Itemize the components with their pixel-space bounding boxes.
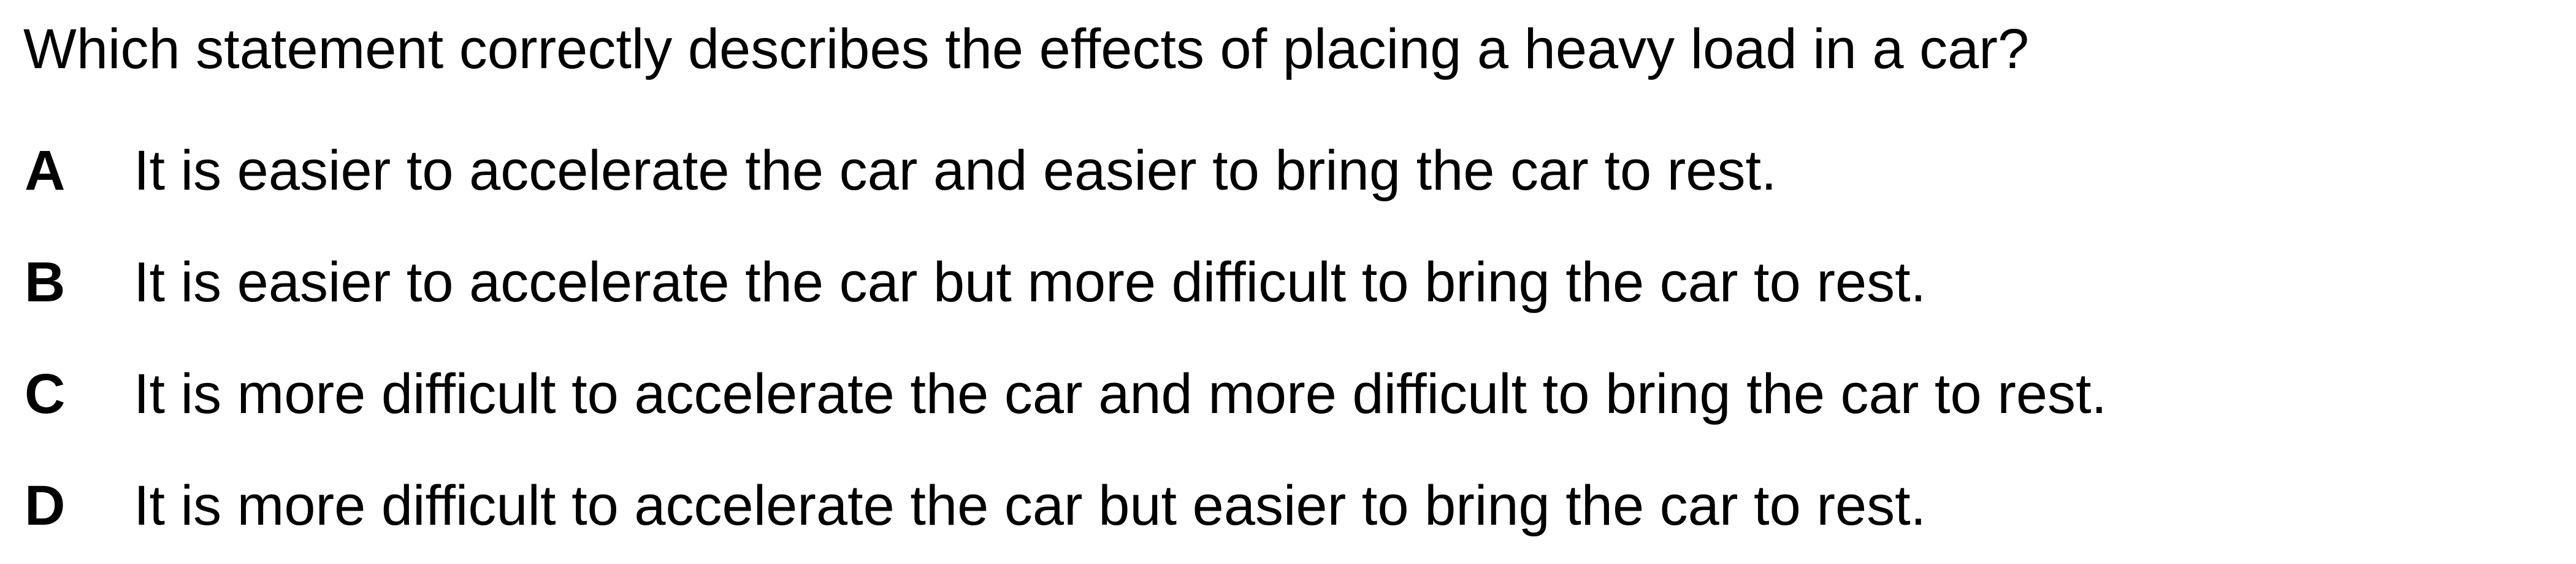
option-letter: C xyxy=(25,363,66,425)
question-text: Which statement correctly describes the effects of placing a heavy load in a car? xyxy=(23,18,2030,80)
option-b[interactable] xyxy=(0,245,2576,319)
option-text: It is easier to accelerate the car and easier to bring the car to rest. xyxy=(134,139,1777,202)
option-letter: D xyxy=(25,474,66,537)
option-text: It is more difficult to accelerate the car and more difficult to bring the car to rest. xyxy=(134,363,2108,425)
option-a[interactable] xyxy=(0,134,2576,207)
option-c[interactable] xyxy=(0,357,2576,431)
option-letter: A xyxy=(25,139,66,202)
option-text: It is more difficult to accelerate the car but easier to bring the car to rest. xyxy=(134,474,1927,537)
option-letter: B xyxy=(25,251,66,314)
option-d[interactable] xyxy=(0,469,2576,543)
option-text: It is easier to accelerate the car but more difficult to bring the car to rest. xyxy=(134,251,1927,314)
